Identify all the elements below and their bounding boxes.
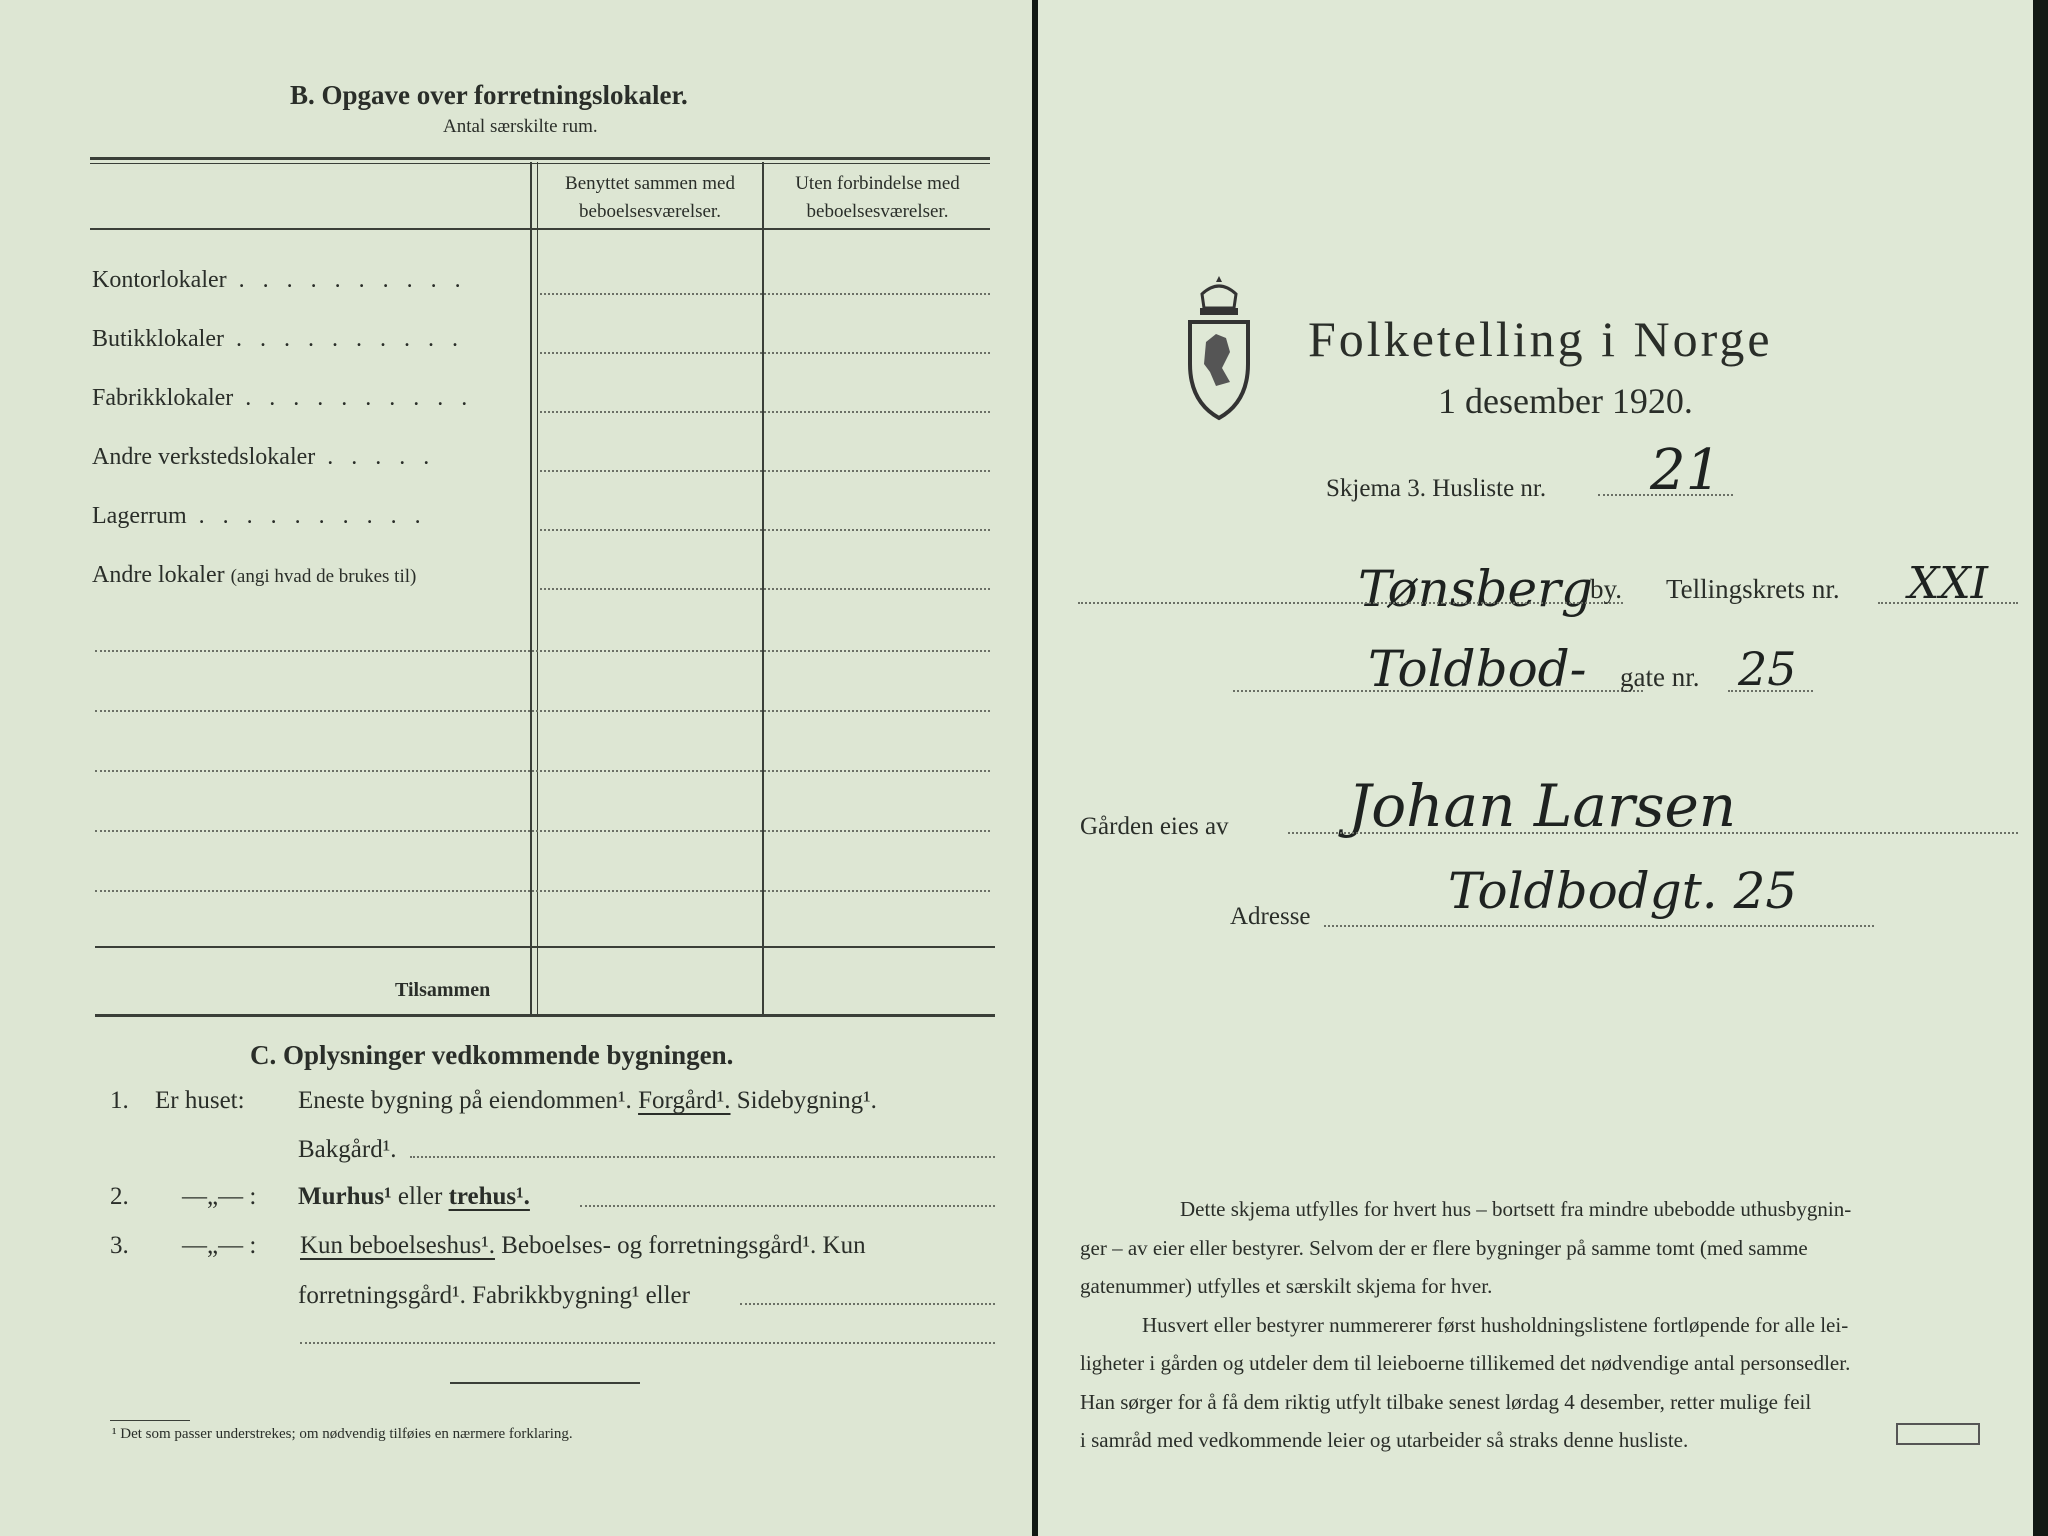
row-fabrikklokaler (92, 385, 473, 412)
row-label: Kontorlokaler (92, 267, 227, 293)
krets-value: XXI (1908, 558, 1989, 609)
row-label: Fabrikklokaler (92, 385, 234, 411)
q3-number: 3. (110, 1232, 129, 1259)
gate-label: gate nr. (1620, 662, 1700, 692)
q2-eller: eller (397, 1183, 443, 1210)
row-kontorlokaler (92, 267, 467, 294)
instruction-line: Han sørger for å få dem riktig utfylt tilbake senest lørdag 4 desember, retter mulige feil (1080, 1389, 1812, 1414)
q3-blank-line (740, 1303, 995, 1305)
adresse-value: Toldbodgt. 25 (1448, 862, 1798, 920)
blank-row-line (95, 770, 990, 772)
by-line (1078, 602, 1623, 604)
q3-kun-beboelseshus: Kun beboelseshus¹. (300, 1232, 495, 1259)
cell-line (540, 588, 990, 590)
adresse-line (1324, 925, 1874, 927)
section-c-title: C. Oplysninger vedkommende bygningen. (250, 1040, 734, 1070)
by-label: by. (1590, 574, 1622, 604)
q2-trehus: trehus¹. (448, 1183, 530, 1210)
table-top-rule (90, 157, 990, 160)
instruction-line: gatenummer) utfylles et særskilt skjema for hver. (1080, 1274, 1493, 1298)
row-andre-lokaler (92, 562, 416, 589)
row-label: Andre lokaler (92, 562, 225, 588)
gate-nr-line (1728, 690, 1813, 692)
total-top-rule (95, 946, 995, 948)
blank-row-line (95, 830, 990, 832)
short-rule (450, 1382, 640, 1384)
by-value: Tønsberg (1358, 560, 1593, 618)
total-label: Tilsammen (395, 979, 491, 1001)
col2-line1: Uten forbindelse med (795, 173, 960, 194)
q3-options (300, 1232, 866, 1260)
eier-value: Johan Larsen (1348, 772, 1737, 840)
blank-row-line (95, 650, 990, 652)
gate-value: Toldbod- (1368, 640, 1587, 698)
total-bottom-rule (95, 1014, 995, 1017)
q2-options (298, 1183, 530, 1211)
col-header-uten (765, 170, 990, 226)
q3-line2: forretningsgård¹. Fabrikkbygning¹ eller (298, 1282, 690, 1309)
q2-blank-line (580, 1205, 995, 1207)
q1-options (298, 1087, 877, 1115)
blank-row-line (95, 890, 990, 892)
husliste-nr: 21 (1650, 438, 1722, 503)
instruction-line: i samråd med vedkommende leier og utarbeider så straks denne husliste. (1080, 1428, 1689, 1452)
adresse-label: Adresse (1230, 903, 1311, 930)
table-top-rule-2 (90, 163, 990, 164)
krets-label: Tellingskrets nr. (1666, 574, 1840, 604)
blank-row-line (95, 710, 990, 712)
cell-line (540, 470, 990, 472)
eier-label: Gården eies av (1080, 813, 1229, 840)
section-b-subtitle: Antal særskilte rum. (443, 116, 598, 137)
cell-line (540, 352, 990, 354)
gate-line (1233, 690, 1643, 692)
form-title: Folketelling i Norge (1308, 311, 1773, 367)
q2-murhus: Murhus¹ (298, 1183, 392, 1210)
col-divider-1 (530, 162, 532, 1016)
q1-sidebygning: Sidebygning¹. (736, 1087, 877, 1114)
section-b-title: B. Opgave over forretningslokaler. (290, 80, 688, 110)
row-butikklokaler (92, 326, 464, 353)
col-divider-1b (537, 162, 538, 1016)
q2-number: 2. (110, 1183, 129, 1210)
cell-line (540, 293, 990, 295)
instructions (1080, 1190, 2020, 1460)
row-label: Butikklokaler (92, 326, 224, 352)
q1-bakgard: Bakgård¹. (298, 1136, 397, 1163)
q3-blank-line-2 (300, 1342, 995, 1344)
norwegian-coat-of-arms-icon (1186, 272, 1252, 422)
husliste-line (1598, 494, 1733, 496)
q3-label: —„— : (182, 1232, 257, 1259)
cell-line (540, 529, 990, 531)
header-bottom-rule (90, 228, 990, 230)
right-page (1038, 0, 2033, 1536)
row-label: Lagerrum (92, 503, 187, 529)
skjema-label: Skjema 3. Husliste nr. (1326, 475, 1547, 502)
row-note: (angi hvad de brukes til) (230, 566, 417, 587)
col-header-benyttet (540, 170, 760, 226)
instruction-line: ger – av eier eller bestyrer. Selvom der er flere bygninger på samme tomt (med samme (1080, 1235, 1808, 1260)
instruction-line: Husvert eller bestyrer nummererer først husholdningslistene fortløpende for alle lei- (1142, 1312, 1849, 1337)
form-date: 1 desember 1920. (1438, 381, 1693, 421)
printer-stamp (1896, 1423, 1980, 1445)
cell-line (540, 411, 990, 413)
footnote-rule (110, 1420, 190, 1421)
eier-line (1288, 832, 2018, 834)
q1-blank-line (410, 1156, 995, 1158)
q3-beboelses: Beboelses- og forretningsgård¹. Kun (501, 1232, 866, 1259)
gate-nr: 25 (1738, 642, 1797, 696)
q1-label: Er huset: (155, 1087, 245, 1114)
row-label: Andre verkstedslokaler (92, 444, 316, 470)
row-andre-verksted: Andre verkstedslokaler . . . . . (92, 444, 436, 470)
col1-line2: beboelsesværelser. (579, 201, 721, 222)
col2-line2: beboelsesværelser. (806, 201, 949, 222)
q1-eneste: Eneste bygning på eiendommen¹. (298, 1087, 632, 1114)
instruction-line: Dette skjema utfylles for hvert hus – bortsett fra mindre ubebodde uthusbygnin- (1180, 1197, 1852, 1221)
krets-line (1878, 602, 2018, 604)
q2-label: —„— : (182, 1183, 257, 1210)
row-lagerrum (92, 503, 427, 530)
footnote: ¹ Det som passer understrekes; om nødvendig tilføies en nærmere forklaring. (112, 1426, 573, 1442)
col1-line1: Benyttet sammen med (565, 173, 735, 194)
instruction-line: ligheter i gården og utdeler dem til leieboerne tillikemed det nødvendige antal personsedler. (1080, 1351, 1851, 1375)
q1-forgard: Forgård¹. (638, 1087, 731, 1114)
q1-number: 1. (110, 1087, 129, 1114)
